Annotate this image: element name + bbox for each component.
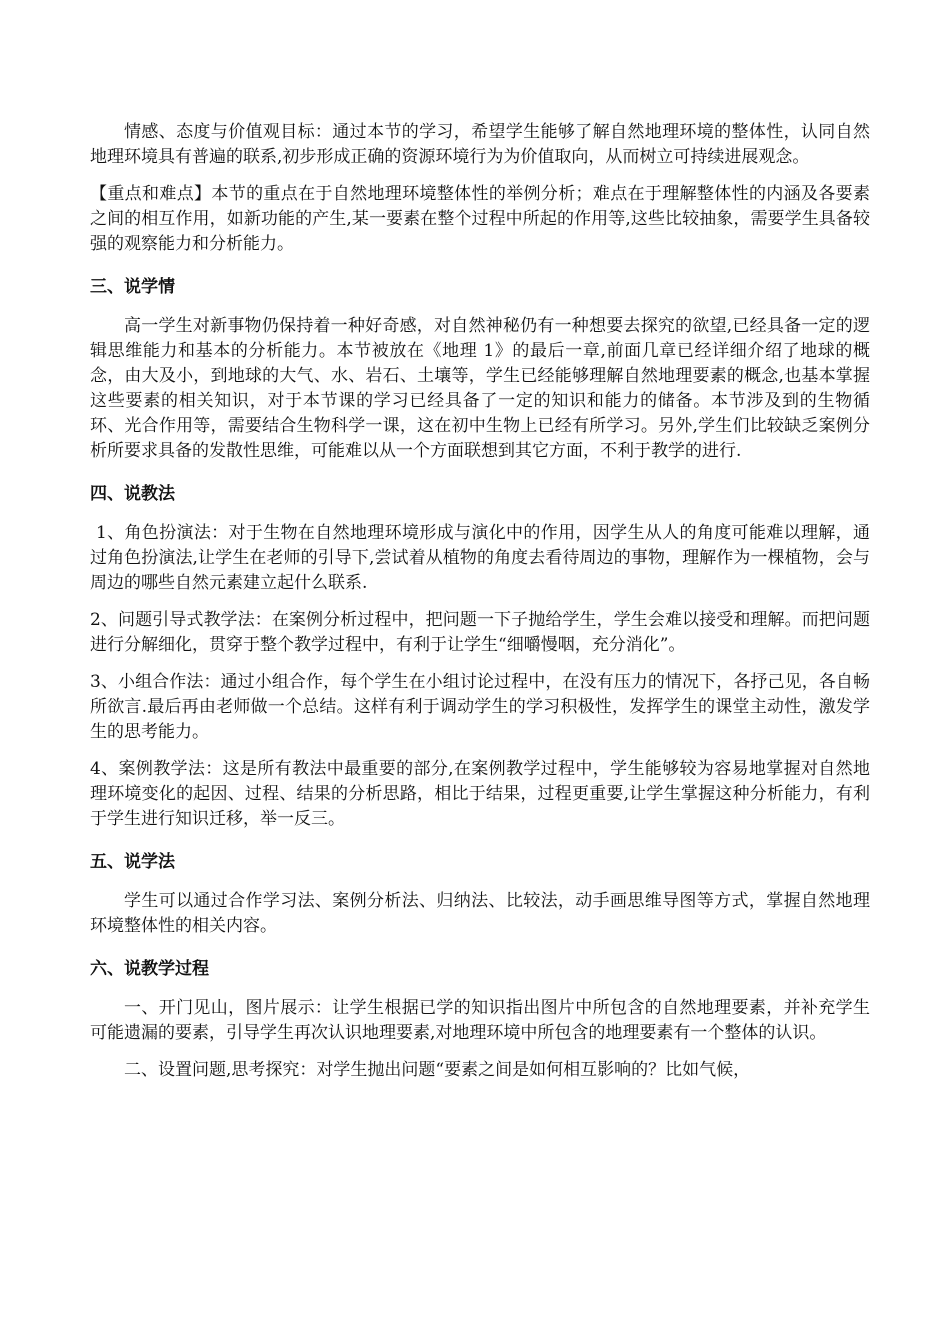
heading-study-method: 五、说学法 <box>90 852 175 872</box>
heading-teaching-process: 六、说教学过程 <box>90 959 209 979</box>
learning-situation-paragraph: 高一学生对新事物仍保持着一种好奇感，对自然神秘仍有一种想要去探究的欲望,已经具备一定的逻辑思维能力和基本的分析能力。本节被放在《地理 1》的最后一章,前面几章已经详细介绍了地球的概念，由大及小，到地球的大气、水、岩石、土壤等，学生已经能够理解自然地理要素的概念,也基本掌握这些要素的相关知识，对于本节课的学习已经具备了一定的知识和能力的储备。本节涉及到的生物循环、光合作用等，需要结合生物科学一课，这在初中生物上已经有所学习。另外,学生们比较缺乏案例分析所要求具备的发散性思维，可能难以从一个方面联想到其它方面，不利于教学的进行. <box>90 316 870 461</box>
method-item-1: 1、角色扮演法：对于生物在自然地理环境形成与演化中的作用，因学生从人的角度可能难以理解，通过角色扮演法,让学生在老师的引导下,尝试着从植物的角度去看待周边的事物，理解作为一棵植物，会与周边的哪些自然元素建立起什么联系. <box>90 523 870 593</box>
heading-learning-situation: 三、说学情 <box>90 277 175 297</box>
key-points-paragraph <box>90 182 870 257</box>
process-step-1: 一、开门见山，图片展示：让学生根据已学的知识指出图片中所包含的自然地理要素，并补充学生可能遗漏的要素，引导学生再次认识地理要素,对地理环境中所包含的地理要素有一个整体的认识。 <box>90 998 870 1043</box>
key-points-text: 本节的重点在于自然地理环境整体性的举例分析；难点在于理解整体性的内涵及各要素之间的相互作用，如新功能的产生,某一要素在整个过程中所起的作用等,这些比较抽象，需要学生具备较强的观察能力和分析能力。 <box>90 184 871 254</box>
study-method-paragraph: 学生可以通过合作学习法、案例分析法、归纳法、比较法，动手画思维导图等方式，掌握自然地理环境整体性的相关内容。 <box>90 891 870 936</box>
process-step-2: 二、设置问题,思考探究：对学生抛出问题“要素之间是如何相互影响的？比如气候， <box>124 1060 751 1080</box>
method-item-3: 3、小组合作法：通过小组合作，每个学生在小组讨论过程中，在没有压力的情况下，各抒己见，各自畅所欲言.最后再由老师做一个总结。这样有利于调动学生的学习积极性，发挥学生的课堂主动性，激发学生的思考能力。 <box>90 672 870 742</box>
emotion-goal-paragraph: 情感、态度与价值观目标：通过本节的学习，希望学生能够了解自然地理环境的整体性，认同自然地理环境具有普遍的联系,初步形成正确的资源环境行为为价值取向，从而树立可持续进展观念。 <box>90 122 870 167</box>
method-item-4: 4、案例教学法：这是所有教法中最重要的部分,在案例教学过程中，学生能够较为容易地掌握对自然地理环境变化的起因、过程、结果的分析思路，相比于结果，过程更重要,让学生掌握这种分析能力，有利于学生进行知识迁移，举一反三。 <box>90 759 870 829</box>
method-item-2: 2、问题引导式教学法：在案例分析过程中，把问题一下子抛给学生，学生会难以接受和理解。而把问题进行分解细化，贯穿于整个教学过程中，有利于让学生“细嚼慢咽，充分消化”。 <box>90 610 870 655</box>
key-points-label: 【重点和难点】 <box>90 184 212 204</box>
heading-teaching-method: 四、说教法 <box>90 484 175 504</box>
